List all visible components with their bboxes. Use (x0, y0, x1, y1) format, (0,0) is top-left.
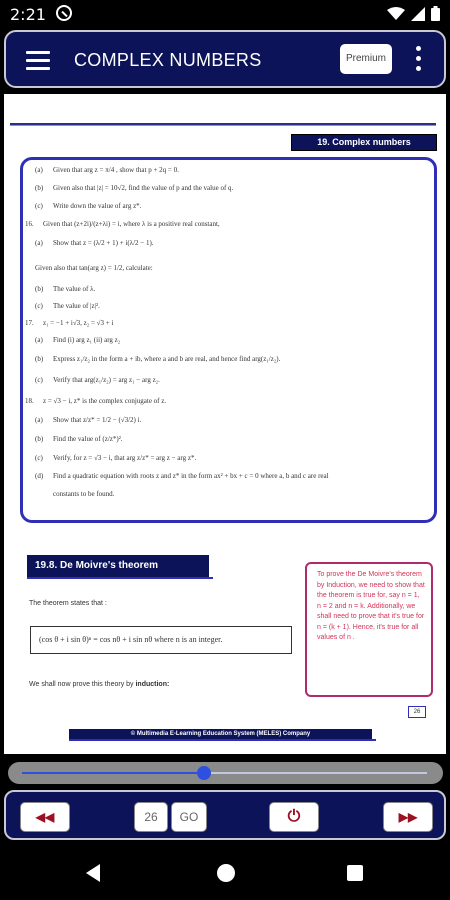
question-line: (c) Verify that arg(z₁/z₂) = arg z₁ − arg z₂. (35, 376, 160, 384)
book-page[interactable] (4, 94, 446, 754)
power-button[interactable]: ⏻ (269, 802, 319, 832)
question-line: (b) The value of λ. (35, 285, 96, 293)
signal-icon (411, 7, 425, 21)
chapter-tag: 19. Complex numbers (291, 134, 437, 151)
induction-note: To prove the De Moivre's theorem by Induction, we need to show that the theorem is true for, say n = 1, n = 2 and n = k. Additionally, we shall need to prove that it's true for n = (k + 1). Hence, it's true for all values of n . (305, 562, 433, 697)
copyright-footer: © Multimedia E-Learning Education System (MELES) Company (69, 729, 372, 739)
bottom-controls (4, 790, 446, 840)
question-line: (b) Express z₁/z₂ in the form a + ib, where a and b are real, and hence find arg(z₁/z₂). (35, 355, 281, 363)
slider-fill (22, 772, 204, 774)
question-line: (a) Show that z/z* = 1/2 − (√3/2) i. (35, 416, 142, 424)
section-underline (27, 577, 213, 579)
question-line: (b) Find the value of (z/z*)². (35, 435, 123, 443)
question-line: (c) Verify, for z = √3 − i, that arg z/z* = arg z − arg z*. (35, 454, 197, 462)
system-nav-bar (0, 846, 450, 900)
status-time: 2:21 (10, 5, 46, 24)
question-line: (c) Write down the value of arg z*. (35, 202, 142, 210)
page-number: 26 (408, 706, 426, 718)
home-icon[interactable] (217, 864, 235, 882)
questions-box (20, 157, 437, 523)
previous-page-button[interactable]: ◀◀ (20, 802, 70, 832)
battery-icon (431, 6, 440, 21)
wifi-icon (387, 7, 405, 21)
footer-underline (69, 739, 376, 741)
recents-icon[interactable] (347, 865, 363, 881)
page-slider[interactable] (8, 762, 443, 784)
question-line: (c) The value of |z|². (35, 302, 100, 310)
back-icon[interactable] (86, 864, 100, 882)
question-line: 16. Given that (z+2i)/(z+λi) = i, where λ is a positive real constant, (25, 220, 220, 228)
slider-track[interactable] (22, 772, 427, 774)
question-line: (d) Find a quadratic equation with roots z and z* in the form ax² + bx + c = 0 where a, b and c are real (35, 472, 329, 480)
go-button[interactable]: GO (171, 802, 207, 832)
question-line: Given also that tan(arg z) = 1/2, calculate: (35, 264, 153, 272)
status-bar (0, 0, 450, 28)
question-line: 18. z = √3 − i, z* is the complex conjugate of z. (25, 397, 167, 405)
top-divider (10, 123, 436, 126)
question-line: (b) Given also that |z| = 10√2, find the value of p and the value of q. (35, 184, 234, 192)
status-icons (387, 6, 440, 21)
do-not-disturb-icon (56, 5, 72, 21)
next-page-button[interactable]: ▶▶ (383, 802, 433, 832)
more-options-icon[interactable] (416, 46, 422, 74)
question-line: (a) Show that z = (λ/2 + 1) + i(λ/2 − 1). (35, 239, 154, 247)
app-title: COMPLEX NUMBERS (74, 50, 262, 70)
question-line: (a) Find (i) arg z₁ (ii) arg z₂ (35, 336, 121, 344)
menu-icon[interactable] (26, 51, 50, 69)
question-line: (a) Given that arg z = π/4 , show that p + 2q = 0. (35, 166, 179, 174)
question-line: constants to be found. (53, 490, 115, 498)
section-title: 19.8. De Moivre's theorem (27, 555, 209, 577)
question-line: 17. z₁ = −1 + i√3, z₂ = √3 + i (25, 319, 114, 327)
page-number-input[interactable]: 26 (134, 802, 168, 832)
theorem-intro: The theorem states that : (29, 600, 107, 607)
app-bar (4, 30, 446, 88)
theorem-formula: (cos θ + i sin θ)ⁿ = cos nθ + i sin nθ where n is an integer. (30, 626, 292, 654)
slider-thumb[interactable] (197, 766, 211, 780)
premium-button[interactable]: Premium (340, 44, 392, 74)
proof-intro: We shall now prove this theory by induction: (29, 681, 170, 688)
